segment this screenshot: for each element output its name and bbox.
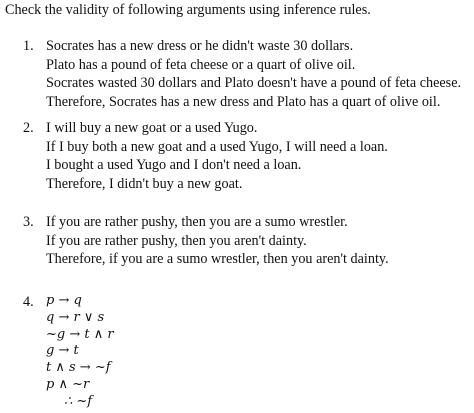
argument-premise-2: Plato has a pound of feta cheese or a quart of olive oil. <box>46 56 356 73</box>
logic-premise-6: p ∧ ~r <box>46 376 90 392</box>
argument-conclusion: Therefore, Socrates has a new dress and Plato has a quart of olive oil. <box>46 93 441 110</box>
logic-premise-4: g → t <box>46 343 79 359</box>
logic-premise-1: p → q <box>46 293 82 308</box>
argument-premise-2: If you are rather pushy, then you aren't dainty. <box>46 232 307 249</box>
argument-premise-1: I will buy a new goat or a used Yugo. <box>46 120 258 136</box>
argument-premise-3: Socrates wasted 30 dollars and Plato doesn't have a pound of feta cheese. <box>46 75 462 91</box>
argument-premise-1: If you are rather pushy, then you are a sumo wrestler. <box>46 214 348 230</box>
problem-number: 1. <box>23 38 34 54</box>
argument-conclusion: Therefore, I didn't buy a new goat. <box>46 175 243 192</box>
instructions-heading: Check the validity of following arguments using inference rules. <box>5 2 371 18</box>
argument-premise-2: If I buy both a new goat and a used Yugo, I will need a loan. <box>46 138 388 155</box>
argument-conclusion: Therefore, if you are a sumo wrestler, then you aren't dainty. <box>46 251 389 267</box>
logic-premise-3: ~g → t ∧ r <box>46 326 114 342</box>
logic-conclusion: ∴ ~f <box>64 393 93 409</box>
problem-number: 2. <box>23 120 34 136</box>
argument-premise-3: I bought a used Yugo and I don't need a loan. <box>46 157 302 173</box>
logic-premise-5: t ∧ s → ~f <box>46 360 111 376</box>
problem-number: 4. <box>23 294 34 310</box>
argument-premise-1: Socrates has a new dress or he didn't waste 30 dollars. <box>46 38 354 54</box>
logic-premise-2: q → r ∨ s <box>46 309 105 325</box>
problem-number: 3. <box>23 214 34 230</box>
